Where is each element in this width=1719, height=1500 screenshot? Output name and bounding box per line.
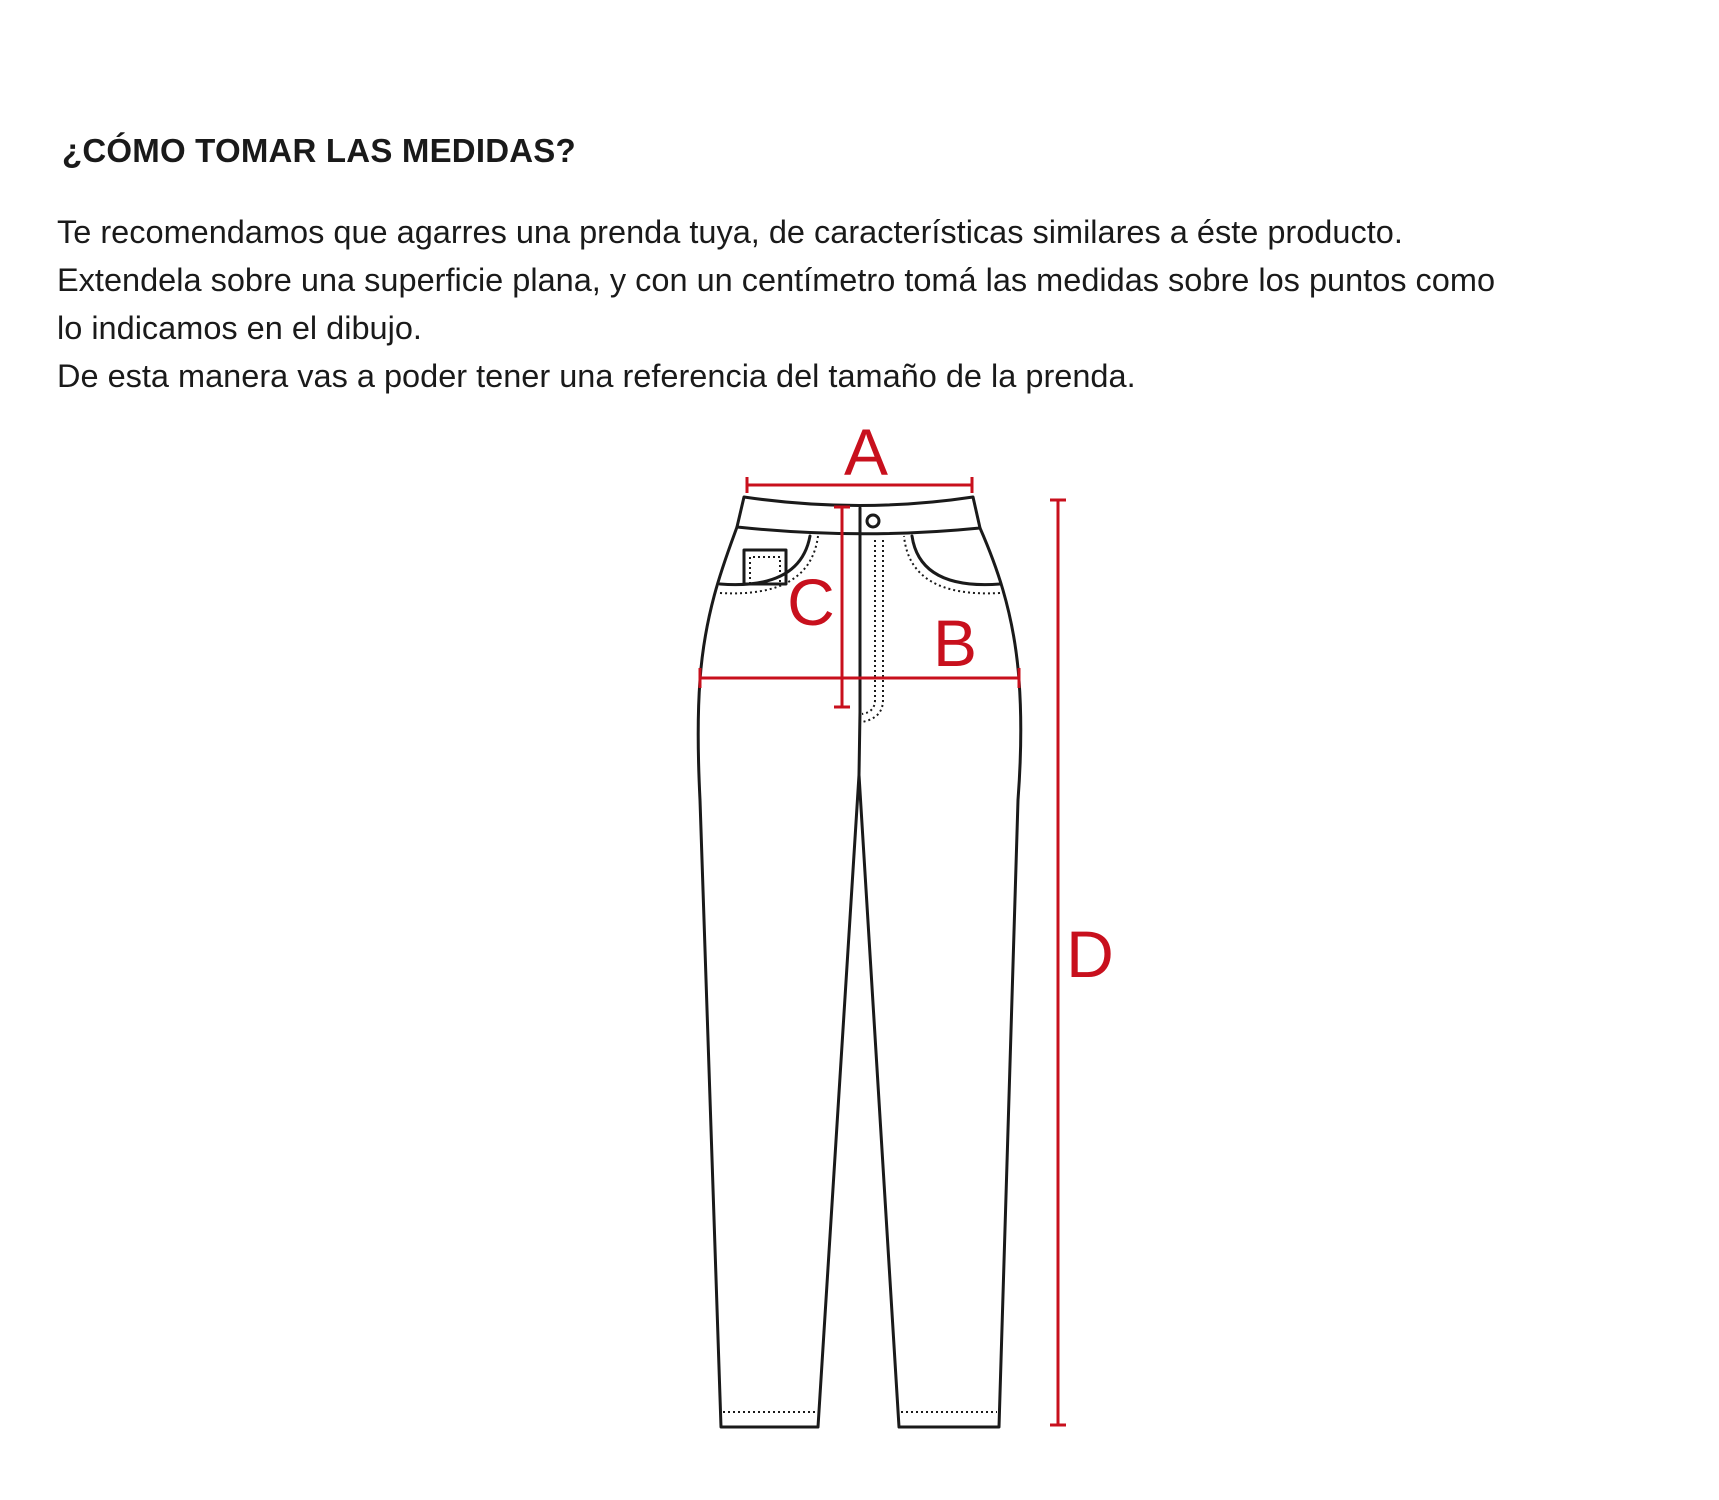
- page-title: ¿CÓMO TOMAR LAS MEDIDAS?: [62, 132, 576, 169]
- center-seam: [859, 508, 860, 775]
- measure-label-c: C: [787, 565, 835, 639]
- measure-label-a: A: [843, 415, 889, 489]
- instruction-line: Te recomendamos que agarres una prenda tuya, de características similares a éste producto.: [57, 214, 1403, 250]
- instruction-line: lo indicamos en el dibujo.: [57, 310, 422, 346]
- button-icon: [867, 515, 879, 527]
- measure-d: [1050, 500, 1114, 1425]
- instruction-line: Extendela sobre una superficie plana, y con un centímetro tomá las medidas sobre los puntos como: [57, 262, 1496, 298]
- measure-label-b: B: [932, 606, 978, 680]
- fly-stitch: [862, 540, 875, 714]
- measure-label-d: D: [1066, 917, 1114, 991]
- measure-a: [747, 415, 972, 493]
- fly-stitch-inner: [862, 540, 883, 722]
- instruction-line: De esta manera vas a poder tener una referencia del tamaño de la prenda.: [57, 358, 1136, 394]
